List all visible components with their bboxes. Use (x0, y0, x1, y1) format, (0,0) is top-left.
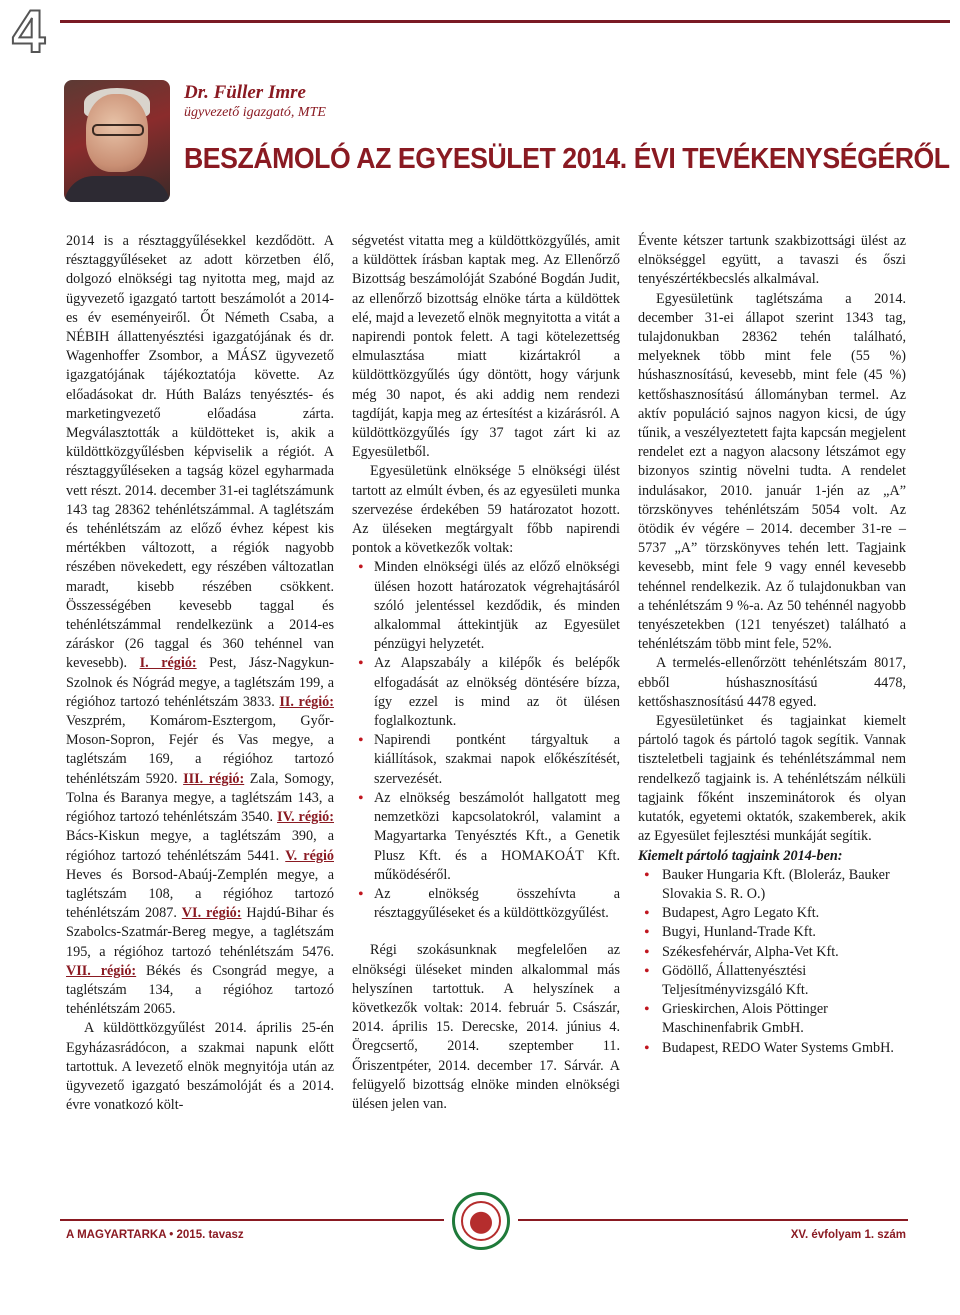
top-rule (60, 20, 950, 23)
list-item: • Budapest, REDO Water Systems GmbH. (638, 1039, 906, 1058)
paragraph: Egyesületünket és tagjainkat kiemelt pártoló tagok és pártoló tagok segítik. Vannak tiszteletbeli tagjaink és tehénlétszámmal nem rendelkező tagjaink is. A tehénlétszám nélküli tagjaink főként inszeminátorok és olyan kutatók, egyetemi oktatók, szakemberek, akik az Egyesület fejlesztési munkáját segítik. (638, 713, 906, 845)
paragraph: Régi szokásunknak megfelelően az elnökségi üléseket minden alkalommal más helyszínen tartottuk. A helyszínek a következők voltak: 2014. február 5. Császár, 2014. április 15. Derecske, 2014. június 4. Öregcsertő, 2014. szeptember 11. Őriszentpéter, 2014. december 17. Sárvár. A felügyelő bizottság elnöke minden elnökségi ülésen jelen van. (352, 942, 620, 1112)
association-logo (452, 1192, 510, 1250)
list-item: • Székesfehérvár, Alpha-Vet Kft. (638, 943, 906, 962)
list-item: • Az Alapszabály a kilépők és belépők elfogadását az elnökség döntésére bízza, így ezzel is mind az öt ülésen foglalkoztunk. (352, 654, 620, 731)
list-item: • Az elnökség beszámolót hallgatott meg nemzetközi kapcsolatokról, valamint a Magyartarka Tenyésztés Kft., a Genetik Plusz Kft. és a HOMAKOÁT Kft. működéséről. (352, 789, 620, 885)
list-item: • Minden elnökségi ülés az előző elnökségi ülésen hozott határozatok végrehajtásáról szóló jelentéssel kezdődik, és minden alkalommal áttekintjük az Egyesület pénzügyi helyzetét. (352, 558, 620, 654)
page-number-badge (0, 0, 80, 70)
paragraph: Évente kétszer tartunk szakbizottsági ülést az elnökséggel együtt, a tavaszi és őszi tenyészértékbecslés alkalmával. (638, 233, 906, 288)
author-photo (64, 80, 170, 202)
list-item: • Bugyi, Hunland-Trade Kft. (638, 923, 906, 942)
supporters-heading: Kiemelt pártoló tagjaink 2014-ben: (638, 847, 843, 864)
list-item: • Napirendi pontként tárgyaltuk a kiállítások, szakmai napok előkészítését, szervezését. (352, 731, 620, 789)
region-text: Zala, Somogy, Tolna és Baranya megye, a taglétszám 143, a régióhoz tartozó tehénlétszám 3540. (66, 770, 335, 826)
region-label: II. régió: (279, 693, 334, 710)
author-title: ügyvezető igazgató, MTE (184, 105, 326, 120)
region-text: Heves és Borsod-Abaúj-Zemplén megye, a taglétszám 108, a régióhoz tartozó tehénlétszám 2087. (66, 866, 334, 922)
footer-magazine: A MAGYARTARKA • 2015. tavasz (66, 1229, 244, 1241)
paragraph: Egyesületünk elnöksége 5 elnökségi ülést tartott az elmúlt évben, és az egyesületi munka szervezése érdekében 59 határozatot hozott. Az üléseken megtárgyalt főbb napirendi pontok a következők voltak: (352, 463, 620, 557)
list-item: • Az elnökség összehívta a résztaggyűléseket és a küldöttközgyűlést. (352, 885, 620, 923)
column-1 (66, 232, 334, 1115)
agenda-list (352, 558, 620, 923)
footer-rule (60, 1219, 444, 1221)
paragraph: Egyesületünk taglétszáma a 2014. december 31-ei állapot szerint 1343 tag, tulajdonukban 28362 tehén található, melyeknek több mint fele (55 %) húshasznosítású, kevesebb, mint fele (45 %) kettőshasznosítású állományban termel. Az aktív populáció sajnos nagyon kicsi, de úgy tűnik, a veszélyeztetett fajta kapcsán megjelent rendelet ezt a nagyon alacsony létszámot egy bizonyos szintig növelni tudta. A rendelet indulásakor, 2010. január 1-jén az „A” törzskönyves tehénlétszám 5054 volt. Az ötödik év végére – 2014. december 31-re – 5737 „A” törzskönyves tehén lett. Tagjaink kevesebb, mint fele 9 vagy ennél kevesebb tehénnel rendelkezik. Az ő tulajdonukban van a tehénlétszám 9 %-a. Az 50 tehénnél nagyobb tenyészetekben (121 tenyészet) található a tehénlétszám több mint fele, 52%. (638, 290, 906, 653)
region-text: Bács-Kiskun megye, a taglétszám 390, a régióhoz tartozó tehénlétszám 5441. (66, 828, 334, 864)
author-name: Dr. Füller Imre (184, 82, 306, 103)
region-label: V. régió (285, 847, 334, 864)
region-label: III. régió: (183, 770, 245, 787)
region-label: VI. régió: (181, 905, 242, 922)
page-number: 4 (12, 0, 44, 65)
paragraph: A termelés-ellenőrzött tehénlétszám 8017, ebből húshasznosítású 4478, kettőshasznosítású 4478 egyed. (638, 655, 906, 710)
paragraph-text: 2014 is a résztaggyűlésekkel kezdődött. A résztaggyűléseket az adott körzetben élő, dolgozó elnökségi tag nyitotta meg, majd az ügyvezető igazgató tartott beszámolót a 2014-es év eseményeiről. Őt Németh Csaba, a NÉBIH állattenyésztési igazgatójának és dr. Wagenhoffer Zsombor, a MÁSZ ügyvezető igazgatójának tájékoztatója követte. Az előadásokat dr. Húth Balázs tenyésztés- és marketingvezető előadása zárta. Megválasztották a küldötteket is, akik a küldöttközgyűlésben képviselik a régiót. A résztaggyűléseken a tagság közel egyharmada vett részt. 2014. december 31-ei taglétszámunk 143 tag 28362 tehénlétszámmal. A taglétszám és tehénlétszám az előző évhez képest kis mértékben változott, a régiók nagyobb részében növekedett, egy részében változatlan maradt, kisebb részében csökkent. Összességében kevesebb taggal és tehénlétszámmal rendelkezünk a 2014-es záráskor (26 taggal és 360 tehénnel van kevesebb). (66, 233, 334, 672)
column-2 (352, 232, 620, 1114)
paragraph: ségvetést vitatta meg a küldöttközgyűlés, amit a küldöttek írásban kaptak meg. Az Ellenőrző Bizottság beszámolóját Szabóné Bogdán Judit, az ellenőrző bizottság elnöke tárta a küldöttek elé, majd a levezető elnök megnyitotta a vitát a napirendi pontok felett. A tagi kötelezettség elmulasztása miatt kizártakról a küldöttközgyűlés úgy döntött, hogy várjunk még 30 napot, és aki addig nem rendezi tagdíját, kapja meg az értesítést a kizárásról. A küldöttközgyűlés így 37 tagot zárt ki az Egyesületből. (352, 233, 620, 461)
column-3 (638, 232, 906, 1058)
region-text: Veszprém, Komárom-Esztergom, Győr-Moson-Sopron, Fejér és Vas megye, a taglétszám 169, a régióhoz tartozó tehénlétszám 5920. (66, 713, 334, 787)
region-text: Békés és Csongrád megye, a taglétszám 134, a régióhoz tartozó tehénlétszám 2065. (66, 962, 334, 1018)
paragraph (66, 232, 334, 1019)
region-label: VII. régió: (66, 962, 137, 979)
article-headline: BESZÁMOLÓ AZ EGYESÜLET 2014. ÉVI TEVÉKENYSÉGÉRŐL (184, 143, 950, 175)
supporters-list (638, 866, 906, 1058)
footer-issue: XV. évfolyam 1. szám (790, 1229, 906, 1241)
list-item: • Budapest, Agro Legato Kft. (638, 904, 906, 923)
list-item: • Gödöllő, Állattenyésztési Teljesítményvizsgáló Kft. (638, 962, 906, 1000)
list-item: • Grieskirchen, Alois Pöttinger Maschinenfabrik GmbH. (638, 1000, 906, 1038)
region-text: Hajdú-Bihar és Szabolcs-Szatmár-Bereg megye, a taglétszám 195, a régióhoz tartozó tehénlétszám 5476. (66, 905, 335, 960)
region-text: Pest, Jász-Nagykun-Szolnok és Nógrád megye, a taglétszám 199, a régióhoz tartozó tehénlétszám 3833. (66, 655, 334, 710)
region-label: IV. régió: (277, 809, 334, 826)
footer-rule (518, 1219, 908, 1221)
paragraph: A küldöttközgyűlést 2014. április 25-én Egyházasrádócon, a szakmai napunk előtt tartottuk. A levezető elnök megnyitója után az ügyvezető igazgató beszámolóját és a 2014. évre vonatkozó költ- (66, 1020, 334, 1114)
region-label: I. régió: (139, 655, 197, 672)
list-item: • Bauker Hungaria Kft. (Bloleráz, Bauker Slovakia S. R. O.) (638, 866, 906, 904)
